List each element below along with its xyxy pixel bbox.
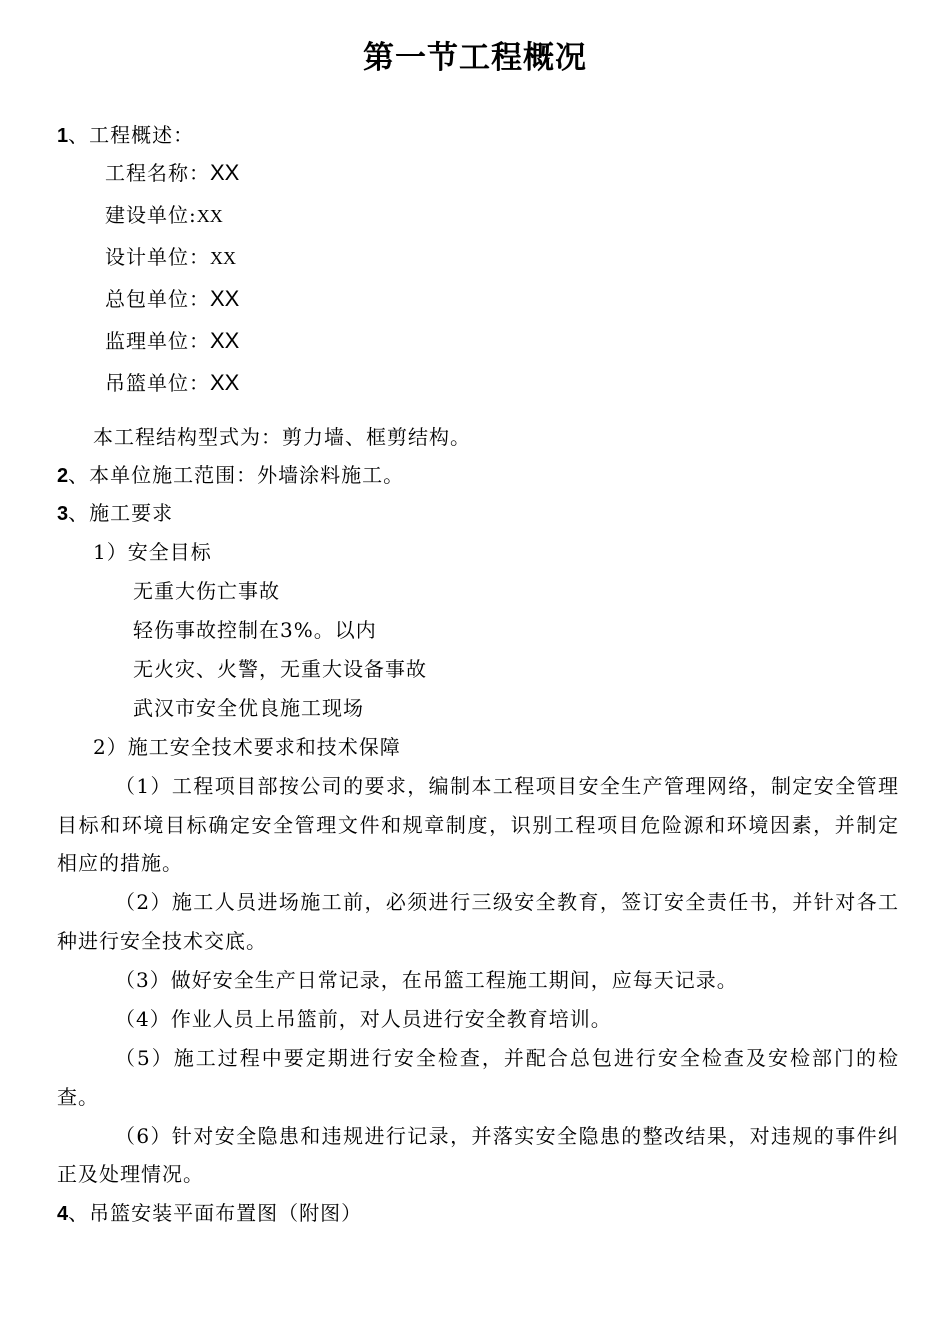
section-2-heading [57,461,404,489]
field-gondola-unit [105,369,239,397]
field-value: XX [210,370,240,395]
field-label: 设计单位： [105,245,210,269]
field-label: 监理单位： [105,329,210,353]
paragraph-2-line: 种进行安全技术交底。 [57,929,267,953]
safety-goal-item: 无重大伤亡事故 [133,579,280,603]
section-heading-text: 、工程概述： [68,123,195,147]
section-heading-text: 、施工要求 [68,501,174,525]
field-general-contractor [105,285,239,313]
safety-goals-heading: 1）安全目标 [93,540,212,564]
section-1-heading [57,121,194,149]
section-3-heading [57,499,173,527]
structure-type: 本工程结构型式为：剪力墙、框剪结构。 [93,425,471,449]
field-label: 总包单位： [105,287,210,311]
field-value: XX [210,160,240,185]
field-value: XX [196,206,223,226]
field-label: 建设单位: [105,203,197,227]
section-number: 2 [57,465,69,487]
field-value: XX [210,286,240,311]
section-number: 3 [57,503,69,525]
section-heading-text: 、吊篮安装平面布置图（附图） [68,1201,363,1225]
safety-goal-item: 武汉市安全优良施工现场 [133,696,364,720]
paragraph-2-line: （2）施工人员进场施工前，必须进行三级安全教育，签订安全责任书，并针对各工 [115,890,898,914]
paragraph-1-line: 目标和环境目标确定安全管理文件和规章制度，识别工程项目危险源和环境因素，并制定 [57,813,898,837]
paragraph-1-line: （1）工程项目部按公司的要求，编制本工程项目安全生产管理网络，制定安全管理 [115,774,898,798]
section-number: 4 [57,1203,69,1225]
field-label: 工程名称： [105,161,210,185]
page-title: 第一节工程概况 [363,40,587,76]
field-value: XX [210,248,236,268]
safety-goal-item: 轻伤事故控制在3%。以内 [133,618,377,642]
paragraph-5-line: （5）施工过程中要定期进行安全检查，并配合总包进行安全检查及安检部门的检 [115,1046,898,1070]
paragraph-6-line: 正及处理情况。 [57,1162,204,1186]
tech-requirements-heading: 2）施工安全技术要求和技术保障 [93,735,401,759]
field-construction-unit [105,201,223,229]
safety-goal-item: 无火灾、火警，无重大设备事故 [133,657,427,681]
field-design-unit [105,243,236,271]
section-number: 1 [57,125,69,147]
paragraph-1-line: 相应的措施。 [57,851,183,875]
paragraph-4-line: （4）作业人员上吊篮前，对人员进行安全教育培训。 [115,1007,612,1031]
paragraph-3-line: （3）做好安全生产日常记录，在吊篮工程施工期间，应每天记录。 [115,968,738,992]
paragraph-5-line: 查。 [57,1085,99,1109]
section-4-heading [57,1199,362,1227]
section-heading-text: 、本单位施工范围：外墙涂料施工。 [68,463,405,487]
field-value: XX [210,328,240,353]
paragraph-6-line: （6）针对安全隐患和违规进行记录，并落实安全隐患的整改结果，对违规的事件纠 [115,1124,898,1148]
field-project-name [105,159,239,187]
field-label: 吊篮单位： [105,371,210,395]
field-supervision-unit [105,327,239,355]
